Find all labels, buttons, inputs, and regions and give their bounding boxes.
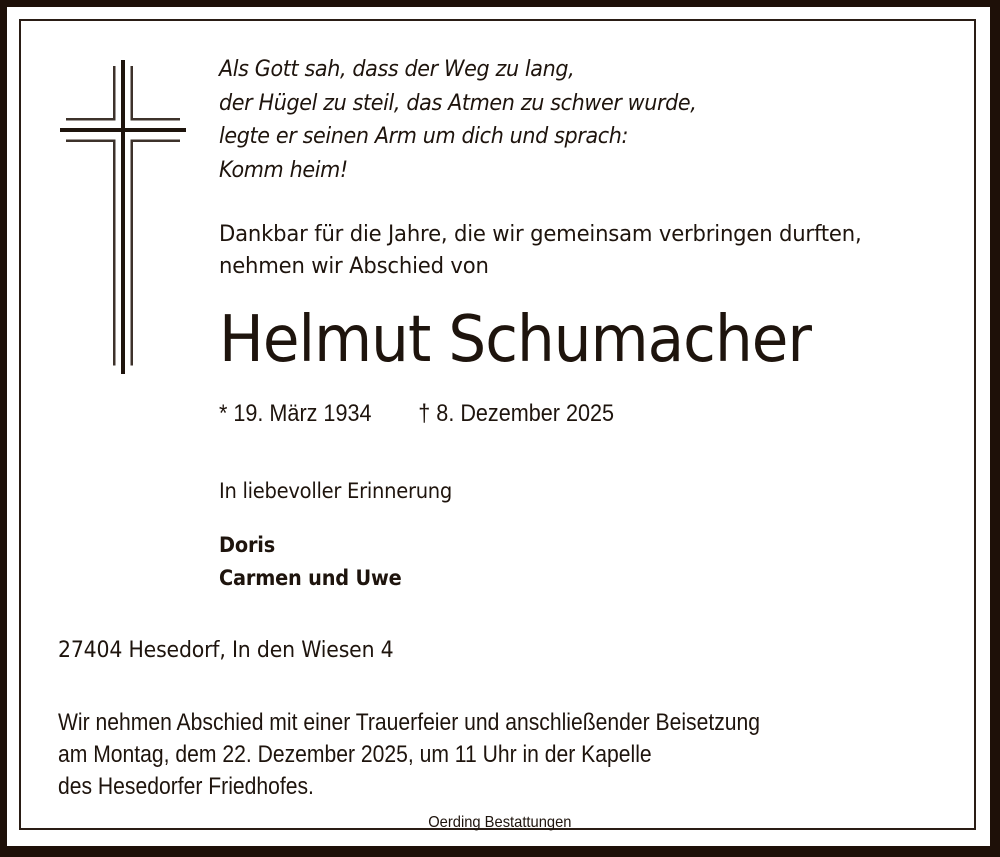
poem-line: legte er seinen Arm um dich und sprach: [219,123,629,149]
death-date: † 8. Dezember 2025 [418,400,615,427]
cross-icon [58,58,188,374]
service-info [58,707,760,803]
funeral-home-name: Oerding Bestattungen [428,814,572,831]
service-line: Wir nehmen Abschied mit einer Trauerfeier und anschließender Beisetzung [58,709,761,736]
service-line: am Montag, dem 22. Dezember 2025, um 11 Uhr in der Kapelle [58,741,652,768]
address: 27404 Hesedorf, In den Wiesen 4 [58,638,394,663]
mourner-name: Carmen und Uwe [219,566,402,590]
deceased-name: Helmut Schumacher [219,303,812,377]
mourner-name: Doris [219,533,276,557]
service-line: des Hesedorfer Friedhofes. [58,773,314,800]
intro-line: Dankbar für die Jahre, die wir gemeinsam verbringen durften, [219,221,862,247]
birth-date: * 19. März 1934 [219,400,372,427]
life-dates [219,398,614,430]
poem-line: Komm heim! [219,156,348,183]
intro-text [219,218,862,282]
poem-line: der Hügel zu steil, das Atmen zu schwer wurde, [219,89,697,116]
mourners [219,529,402,595]
memory-line: In liebevoller Erinnerung [219,479,453,503]
poem [219,53,696,187]
intro-line: nehmen wir Abschied von [219,253,489,279]
funeral-home-footer [0,813,1000,833]
poem-line: Als Gott sah, dass der Weg zu lang, [219,56,575,82]
